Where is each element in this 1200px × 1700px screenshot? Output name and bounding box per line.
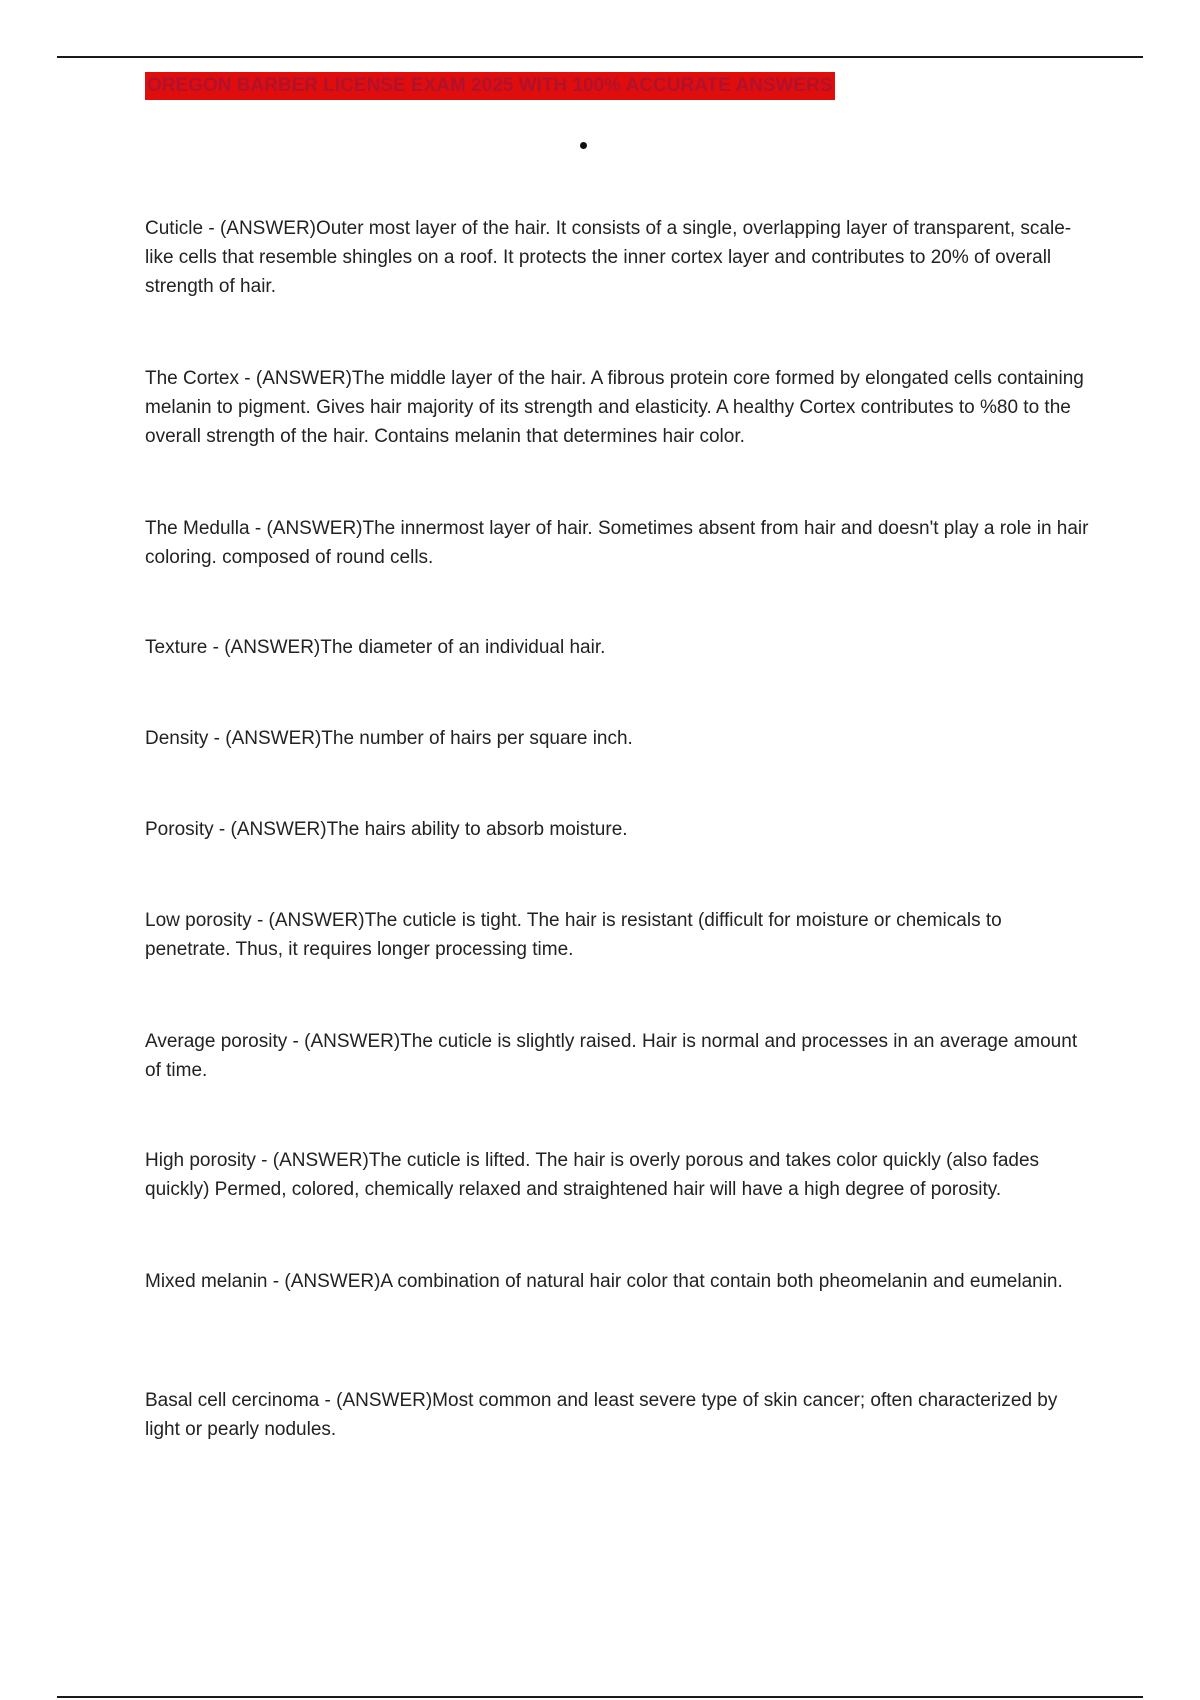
bottom-divider bbox=[57, 1696, 1143, 1698]
entry-high-porosity: High porosity - (ANSWER)The cuticle is lifted. The hair is overly porous and takes color quickly (also fades quickly) Permed, colored, chemically relaxed and straightened hair will have a high degree of porosity. bbox=[145, 1150, 1040, 1200]
entry-mixed-melanin: Mixed melanin - (ANSWER)A combination of natural hair color that contain both pheomelanin and eumelanin. bbox=[145, 1271, 1063, 1292]
document-title: OREGON BARBER LICENSE EXAM 2025 WITH 100% ACCURATE ANSWERS bbox=[145, 72, 835, 100]
bullet-dot bbox=[580, 142, 587, 149]
entry-average-porosity: Average porosity - (ANSWER)The cuticle is slightly raised. Hair is normal and processes in an average amount of time. bbox=[145, 1031, 1078, 1081]
entry-medulla: The Medulla - (ANSWER)The innermost layer of hair. Sometimes absent from hair and doesn't play a role in hair coloring. composed of round cells. bbox=[145, 518, 1089, 568]
entry-porosity: Porosity - (ANSWER)The hairs ability to absorb moisture. bbox=[145, 819, 628, 840]
entry-basal-cell-carcinoma: Basal cell cercinoma - (ANSWER)Most common and least severe type of skin cancer; often characterized by light or pearly nodules. bbox=[145, 1390, 1058, 1440]
entry-density: Density - (ANSWER)The number of hairs per square inch. bbox=[145, 728, 633, 749]
entry-low-porosity: Low porosity - (ANSWER)The cuticle is tight. The hair is resistant (difficult for moisture or chemicals to penetrate. Thus, it requires longer processing time. bbox=[145, 910, 1002, 960]
top-divider bbox=[57, 56, 1143, 58]
entry-cortex: The Cortex - (ANSWER)The middle layer of the hair. A fibrous protein core formed by elongated cells containing melanin to pigment. Gives hair majority of its strength and elasticity. A healthy Cortex contributes to %80 to the overall strength of the hair. Contains melanin that determines hair color. bbox=[145, 368, 1084, 447]
entry-texture: Texture - (ANSWER)The diameter of an individual hair. bbox=[145, 637, 606, 658]
entry-cuticle: Cuticle - (ANSWER)Outer most layer of the hair. It consists of a single, overlapping layer of transparent, scale-like cells that resemble shingles on a roof. It protects the inner cortex layer and contributes to 20% of overall strength of hair. bbox=[145, 218, 1072, 297]
